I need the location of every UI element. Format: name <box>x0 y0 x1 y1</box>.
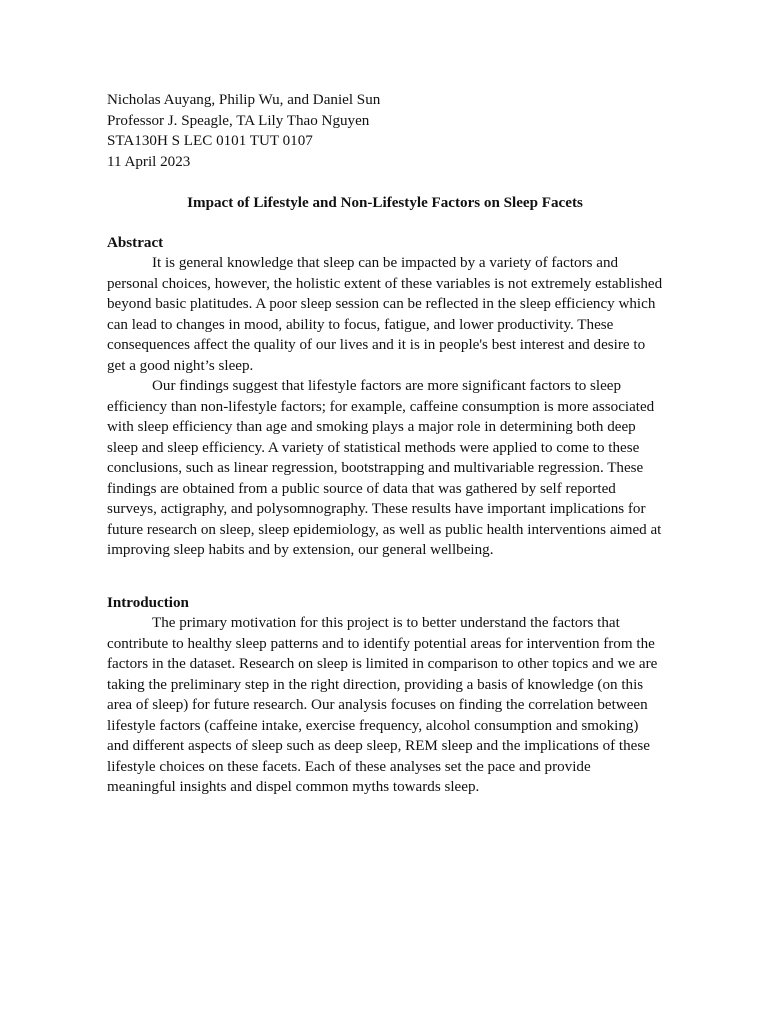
course-line: STA130H S LEC 0101 TUT 0107 <box>107 133 313 149</box>
instructors-line: Professor J. Speagle, TA Lily Thao Nguyen <box>107 112 370 129</box>
date-line: 11 April 2023 <box>107 153 191 170</box>
section-spacer <box>107 561 663 581</box>
abstract-paragraph-1: It is general knowledge that sleep can be impacted by a variety of factors and personal choices, however, the holistic extent of these variables is not extremely established beyond basic platitudes. A poor sleep session can be reflected in the sleep efficiency which can lead to changes in mood, ability to focus, fatigue, and lower productivity. These consequences affect the quality of our lives and it is in people's best interest and desire to get a good night’s sleep. <box>107 255 663 374</box>
document-title: Impact of Lifestyle and Non-Lifestyle Factors on Sleep Facets <box>187 195 583 211</box>
abstract-paragraph-2: Our findings suggest that lifestyle factors are more significant factors to sleep efficiency than non-lifestyle factors; for example, caffeine consumption is more associated with sleep efficiency than age and smoking plays a major role in determining both deep sleep and sleep efficiency. A variety of statistical methods were applied to come to these conclusions, such as linear regression, bootstrapping and multivariable regression. These findings are obtained from a public source of data that was gathered by self reported surveys, actigraphy, and polysomnography. These results have important implications for future research on sleep, sleep epidemiology, as well as public health interventions aimed at improving sleep habits and by extension, our general wellbeing. <box>107 378 662 558</box>
abstract-heading: Abstract <box>107 234 164 251</box>
introduction-paragraph-1: The primary motivation for this project is to better understand the factors that contribute to healthy sleep patterns and to identify potential areas for intervention from the factors in the dataset. Research on sleep is limited in comparison to other topics and we are taking the preliminary step in the right direction, providing a basis of knowledge (on this area of sleep) for future research. Our analysis focuses on finding the correlation between lifestyle factors (caffeine intake, exercise frequency, alcohol consumption and smoking) and different aspects of sleep such as deep sleep, REM sleep and the implications of these lifestyle choices on these facets. Each of these analyses set the pace and provide meaningful insights and dispel common myths towards sleep. <box>107 615 658 795</box>
document-body <box>107 90 663 798</box>
authors-line: Nicholas Auyang, Philip Wu, and Daniel Sun <box>107 92 381 108</box>
introduction-heading: Introduction <box>107 594 189 611</box>
document-header <box>107 90 663 172</box>
